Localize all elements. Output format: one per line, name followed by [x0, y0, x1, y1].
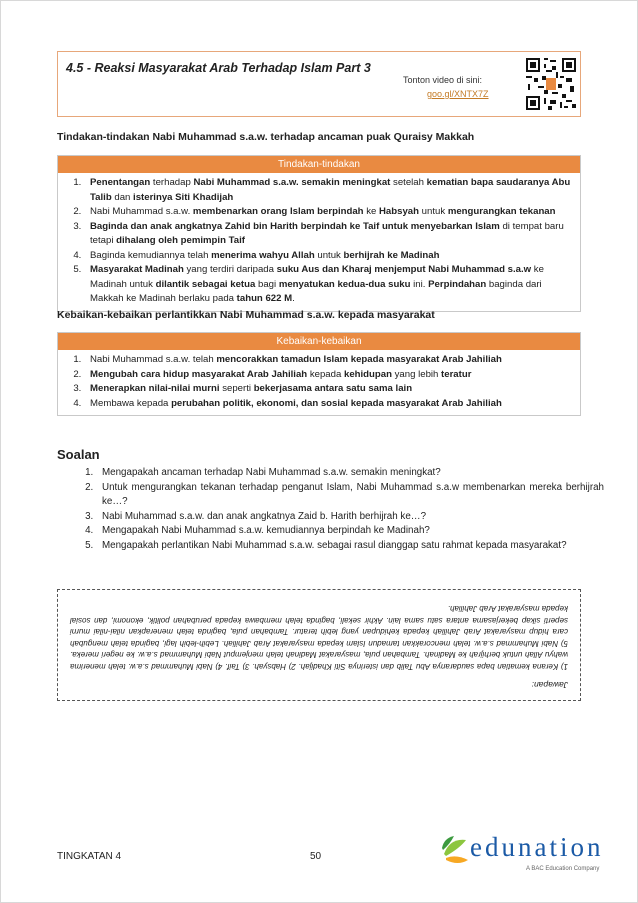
question-item: 3. Nabi Muhammad s.a.w. dan anak angkatnya Zaid b. Harith berhijrah ke…? [96, 510, 604, 525]
logo-tagline: A BAC Education Company [526, 866, 600, 872]
list-item: 2. Nabi Muhammad s.a.w. membenarkan orang Islam berpindah ke Habsyah untuk mengurangkan tekanan [84, 205, 572, 220]
kebaikan-table [57, 332, 581, 416]
table-header: Kebaikan-kebaikan [58, 333, 580, 350]
list-item: 4. Membawa kepada perubahan politik, ekonomi, dan sosial kepada masyarakat Arab Jahiliah [84, 397, 572, 412]
footer-level: TINGKATAN 4 [57, 851, 122, 862]
question-item: 2. Untuk mengurangkan tekanan terhadap penganut Islam, Nabi Muhammad s.a.w membenarkan mereka berhijrah ke…? [96, 481, 604, 510]
list-item: 2. Mengubah cara hidup masyarakat Arab Jahiliah kepada kehidupan yang lebih teratur [84, 368, 572, 383]
video-link[interactable]: goo.gl/XNTX7Z [427, 89, 489, 99]
lesson-title: 4.5 - Reaksi Masyarakat Arab Terhadap Islam Part 3 [66, 61, 371, 75]
leaf-logo-icon [440, 834, 472, 866]
list-item: 1. Penentangan terhadap Nabi Muhammad s.a.w. semakin meningkat setelah kematian bapa saudaranya Abu Talib dan isterinya Siti Khadijah [84, 176, 572, 205]
table-header: Tindakan-tindakan [58, 156, 580, 173]
kebaikan-list [58, 350, 580, 415]
tindakan-table [57, 155, 581, 312]
edunation-logo [440, 832, 604, 878]
list-item: 5. Masyarakat Madinah yang terdiri daripada suku Aus dan Kharaj menjemput Nabi Muhammad s.a.w ke Madinah untuk dilantik sebagai ketua bagi menyatukan kedua-dua suku ini. Perpindahan baginda dari Makkah ke Madinah berlaku pada tahun 622 M. [84, 263, 572, 307]
answer-inner [58, 590, 580, 700]
answer-text: 1) Kerana kematian bapa saudaranya Abu Talib dan isterinya Siti Khadijah. 2) Habsyah. 3) Taif. 4) Nabi Muhammad s.a.w. telah menerima wahyu Allah untuk berhijrah ke Madinah. Tambahan pula, masyarakat Madinah telah menjemput Nabi Muhammad s.a.w. ke negeri mereka. 5) Nabi Muhammad s.a.w. telah mencorakkan tamadun Islam kepada masyarakat Arab Jahiliah. Lebih-lebih lagi, baginda telah mengubah cara hidup masyarakat Arab Jahiliah kepada kehidupan yang lebih teratur. Tambahan pula, baginda telah menerapkan nilai-nilai murni seperti sikap bekerjasama antara satu sama lain. Akhir sekali, baginda telah membawa kepada perubahan politik, ekonomi, dan sosial kepada masyarakat Arab Jahiliah. [70, 604, 568, 671]
list-item: 3. Baginda dan anak angkatnya Zahid bin Harith berpindah ke Taif untuk menyebarkan Islam di tempat baru tetapi dihalang oleh pemimpin Taif [84, 220, 572, 249]
answer-label: Jawapan: [531, 680, 568, 690]
list-item: 4. Baginda kemudiannya telah menerima wahyu Allah untuk berhijrah ke Madinah [84, 249, 572, 264]
question-item: 5. Mengapakah perlantikan Nabi Muhammad s.a.w. sebagai rasul dianggap satu rahmat kepada masyarakat? [96, 539, 604, 554]
section-heading-tindakan: Tindakan-tindakan Nabi Muhammad s.a.w. terhadap ancaman puak Quraisy Makkah [57, 131, 475, 143]
video-label: Tonton video di sini: [403, 75, 483, 85]
tindakan-list [58, 173, 580, 311]
qr-code-icon[interactable] [524, 56, 578, 112]
questions-title: Soalan [57, 447, 100, 462]
list-item: 1. Nabi Muhammad s.a.w. telah mencorakkan tamadun Islam kepada masyarakat Arab Jahiliah [84, 353, 572, 368]
page-number: 50 [310, 851, 322, 862]
questions-list [76, 466, 604, 554]
lesson-header-box [57, 51, 581, 117]
logo-wordmark: edunation [470, 832, 604, 862]
answer-box [57, 589, 581, 701]
list-item: 3. Menerapkan nilai-nilai murni seperti bekerjasama antara satu sama lain [84, 382, 572, 397]
question-item: 4. Mengapakah Nabi Muhammad s.a.w. kemudiannya berpindah ke Madinah? [96, 524, 604, 539]
section-heading-kebaikan: Kebaikan-kebaikan perlantikkan Nabi Muhammad s.a.w. kepada masyarakat [57, 309, 435, 321]
question-item: 1. Mengapakah ancaman terhadap Nabi Muhammad s.a.w. semakin meningkat? [96, 466, 604, 481]
